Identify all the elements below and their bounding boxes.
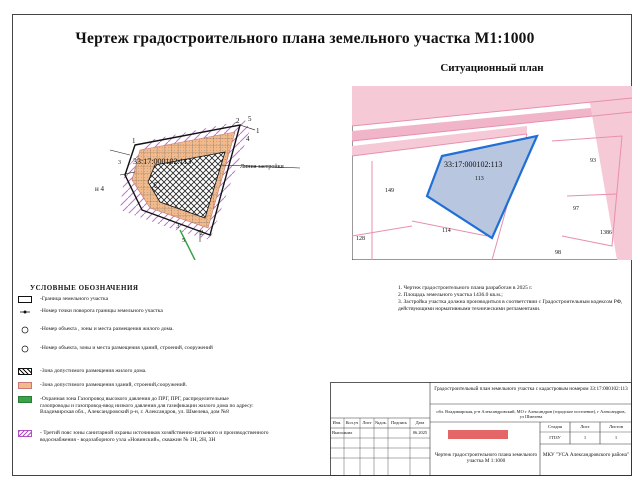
stamp-header: Градостроительный план земельного участка с кадастровым номером 33:17:000102:113 — [434, 386, 628, 392]
build-line-label: Линия застройки — [240, 164, 284, 170]
note-2: 2. Площадь земельного участка 1436.0 кв.м.; — [398, 292, 503, 298]
building-zone-icon — [18, 382, 32, 389]
drawing-parcel-label: 33:17:000102:113 — [133, 157, 192, 166]
stamp-col-list: Лист — [362, 420, 372, 425]
stamp-stage-value: ГПЗУ — [549, 435, 561, 440]
stamp-sheets-header: Листов — [608, 424, 624, 429]
stamp-sheet-header: Лист — [580, 424, 590, 429]
plan-neighbor-114: 114 — [442, 228, 451, 234]
note-3: 3. Застройка участка должна производиться в соответствии с Градостроительным кодексом РФ, действующими нормативными техническими регламентами. — [398, 299, 623, 312]
point-label-1b: 1 — [256, 127, 260, 135]
plan-neighbor-93: 93 — [590, 158, 596, 164]
point-label-3: 3 — [176, 222, 180, 230]
plan-neighbor-98: 98 — [555, 250, 561, 256]
stamp-sheets-value: 1 — [614, 435, 618, 440]
page-title: Чертеж градостроительного плана земельного участка М1:1000 — [75, 30, 535, 47]
stamp-col-kol: Кол.уч — [345, 420, 359, 425]
title-block — [330, 382, 632, 476]
object-number-icon — [18, 326, 32, 333]
stamp-drawing-name: Чертеж градостроительного плана земельного участка М 1:1000 — [434, 452, 538, 464]
point-label-2: 2 — [200, 229, 204, 237]
dimension-label: 5 — [182, 238, 185, 244]
note-1: 1. Чертеж градостроительного плана разработан в 2025 г. — [398, 285, 533, 291]
plan-parcel-number: 113 — [475, 176, 484, 182]
plan-parcel-label: 33:17:000102:113 — [444, 160, 503, 169]
stamp-performer-date: 06.2025 — [412, 430, 428, 435]
point-label-4: 4 — [246, 135, 250, 143]
point-label-1: 1 — [132, 137, 136, 145]
dimension-label-2: 3 — [118, 160, 121, 166]
plan-neighbor-149: 149 — [385, 188, 394, 194]
stamp-org: МКУ "УСА Александровского района" — [542, 452, 630, 458]
object-number-2-icon — [18, 345, 32, 352]
stamp-col-date: Дата — [415, 420, 425, 425]
plan-neighbor-1386: 1386 — [600, 230, 612, 236]
point-label-5: 5 — [248, 115, 252, 123]
parcel-boundary-icon — [18, 296, 32, 303]
housing-zone-icon — [18, 368, 32, 375]
stamp-stage-header: Стадия — [547, 424, 562, 429]
stamp-col-doc: №док. — [375, 420, 387, 425]
notes — [398, 285, 623, 313]
legend-title: УСЛОВНЫЕ ОБОЗНАЧЕНИЯ — [30, 284, 139, 292]
parcel-drawing — [80, 110, 320, 260]
stamp-col-sign: Подпись — [390, 420, 408, 425]
stamp-sheet-value: 1 — [583, 435, 587, 440]
stamp-col-izm: Изм. — [332, 420, 342, 425]
point-label-n4: н 4 — [95, 185, 104, 193]
situational-plan-map — [352, 86, 632, 260]
point-label-2b: 2 — [236, 117, 240, 125]
sanitary-zone-icon — [18, 430, 32, 437]
stamp-performer-role: Выполнил — [332, 430, 353, 435]
plan-neighbor-97: 97 — [573, 206, 579, 212]
gas-zone-icon — [18, 396, 32, 403]
plan-neighbor-128: 128 — [356, 236, 365, 242]
turn-point-icon — [18, 308, 32, 315]
situational-plan-title: Ситуационный план — [440, 62, 544, 74]
stamp-address: обл. Владимирская, р-н Александровский, МО г Александров (городское поселение), г Александров, ул Шмелева — [436, 409, 626, 419]
